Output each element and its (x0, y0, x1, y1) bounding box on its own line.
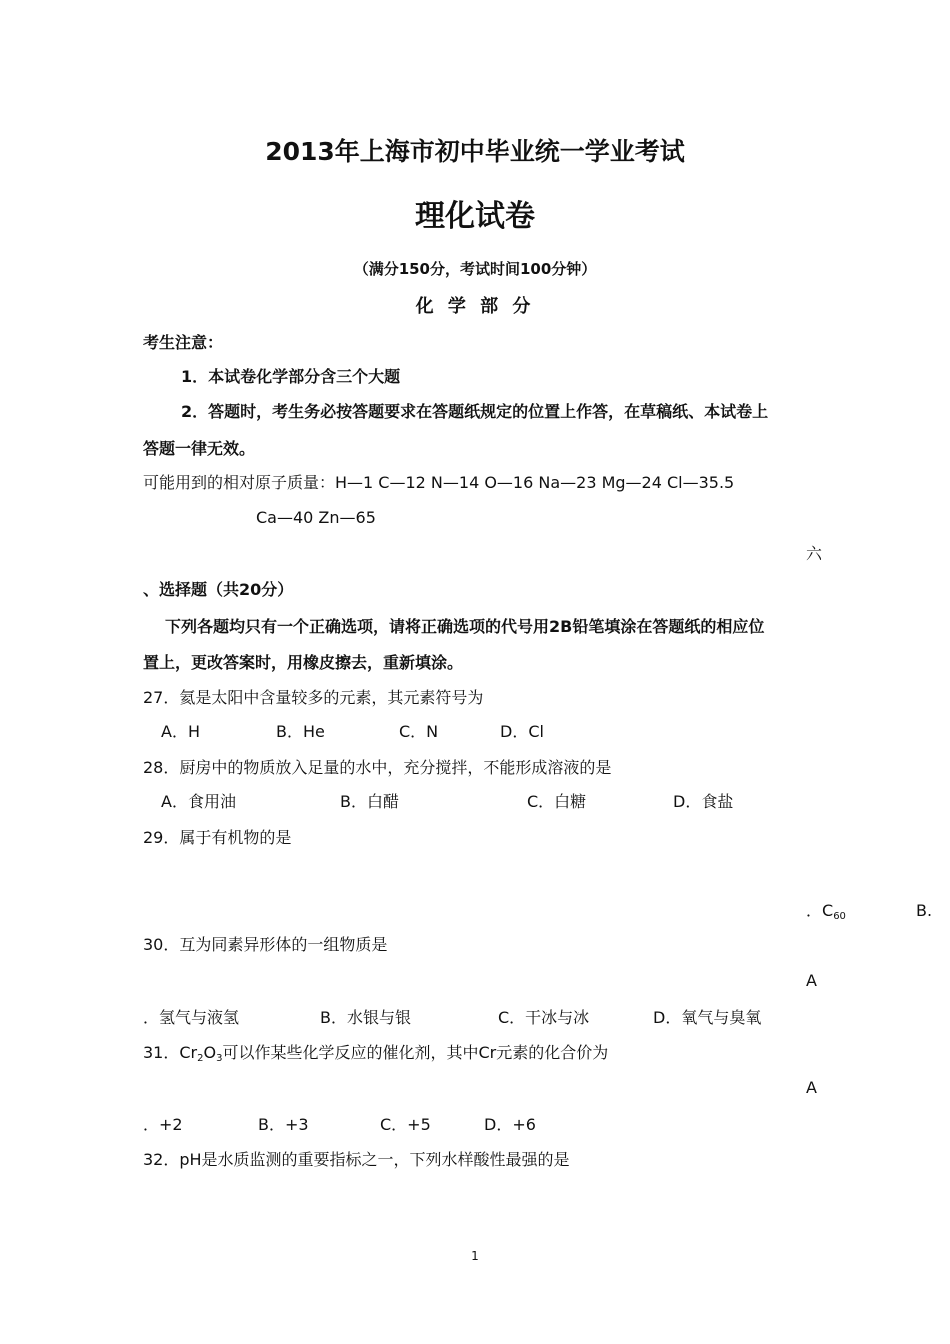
exam-title: 2013年上海市初中毕业统一学业考试 (265, 137, 685, 166)
notice-item-2-line-2: 答题一律无效。 (143, 439, 256, 458)
q31-sub-1: 2 (197, 1053, 204, 1064)
q31-option-a-letter: A (806, 1078, 817, 1097)
stray-char: 六 (806, 544, 823, 563)
q28-option-c: C．白糖 (527, 792, 587, 811)
q27-option-b: B．He (276, 722, 325, 741)
q27-option-a: A．H (161, 722, 200, 741)
q29-c60-sub: 60 (833, 911, 846, 922)
exam-info: （满分150分，考试时间100分钟） (353, 260, 597, 278)
page-number: 1 (471, 1249, 479, 1263)
q32-stem: 32．pH是水质监测的重要指标之一，下列水样酸性最强的是 (143, 1150, 570, 1169)
notice-heading: 考生注意： (143, 333, 224, 352)
q30-option-c: C．干冰与冰 (498, 1008, 590, 1027)
q31-option-a: ．+2 (143, 1115, 183, 1134)
q30-option-d: D．氧气与臭氧 (653, 1008, 762, 1027)
atomic-mass-line-1: 可能用到的相对原子质量：H—1 C—12 N—14 O—16 Na—23 Mg—24 Cl—35.5 (143, 473, 735, 492)
q28-option-b: B．白醋 (340, 792, 399, 811)
q30-option-a: ．氢气与液氢 (143, 1008, 240, 1027)
q30-stem: 30．互为同素异形体的一组物质是 (143, 935, 388, 954)
q31-sub-2: 3 (216, 1053, 223, 1064)
exam-subtitle: 理化试卷 (415, 199, 535, 234)
section-title: 化 学 部 分 (415, 296, 535, 317)
q27-option-c: C．N (399, 722, 439, 741)
notice-item-1: 1．本试卷化学部分含三个大题 (181, 367, 401, 386)
q29-stem: 29．属于有机物的是 (143, 828, 292, 847)
part-one-heading: 、选择题（共20分） (143, 580, 294, 599)
notice-item-2-line-1: 2．答题时，考生务必按答题要求在答题纸规定的位置上作答，在草稿纸、本试卷上 (181, 402, 769, 421)
q30-option-a-letter: A (806, 971, 817, 990)
q31-stem-mid: O (203, 1043, 217, 1062)
q29-b-fragment: B. (916, 901, 933, 920)
q28-option-d: D．食盐 (673, 792, 734, 811)
part-one-instruction-line-2: 置上，更改答案时，用橡皮擦去，重新填涂。 (143, 653, 464, 672)
q31-stem-rest: 可以作某些化学反应的催化剂，其中Cr元素的化合价为 (222, 1043, 609, 1062)
q31-stem (143, 1043, 609, 1064)
q28-option-a: A．食用油 (161, 792, 236, 811)
q27-option-d: D．Cl (500, 722, 544, 741)
q31-option-c: C．+5 (380, 1115, 431, 1134)
q30-option-b: B．水银与银 (320, 1008, 411, 1027)
q29-c60-prefix: ．C (806, 901, 834, 920)
q27-stem: 27．氦是太阳中含量较多的元素，其元素符号为 (143, 688, 484, 707)
part-one-instruction-line-1: 下列各题均只有一个正确选项，请将正确选项的代号用2B铅笔填涂在答题纸的相应位 (165, 617, 765, 636)
atomic-mass-line-2: Ca—40 Zn—65 (256, 508, 376, 527)
q31-stem-prefix: 31．Cr (143, 1043, 198, 1062)
q28-stem: 28．厨房中的物质放入足量的水中，充分搅拌，不能形成溶液的是 (143, 758, 612, 777)
q29-c60-fragment (806, 901, 846, 922)
q31-option-b: B．+3 (258, 1115, 309, 1134)
q31-option-d: D．+6 (484, 1115, 536, 1134)
